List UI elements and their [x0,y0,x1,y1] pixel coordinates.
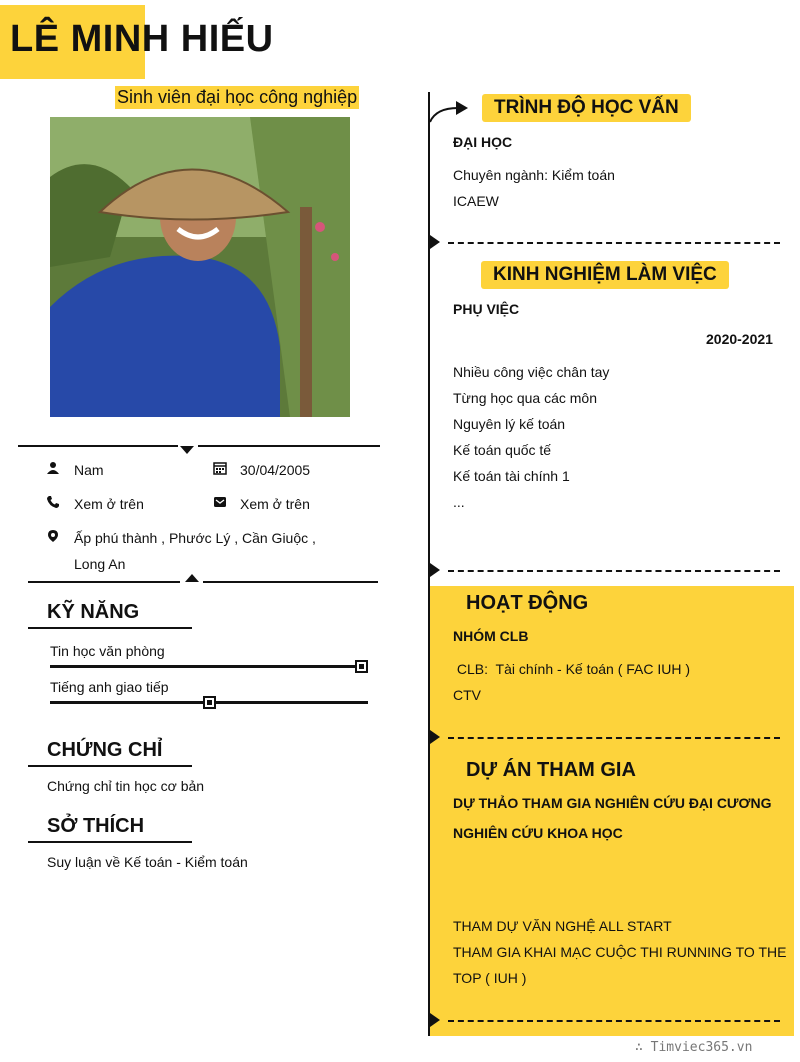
project-item: THAM GIA KHAI MẠC CUỘC THI RUNNING TO THE [453,944,787,960]
education-extra: ICAEW [453,193,499,209]
divider-arrow-down-icon [180,446,194,454]
section-divider [448,1020,780,1022]
experience-detail: Từng học qua các môn [453,390,598,406]
candidate-subtitle: Sinh viên đại học công nghiệp [117,87,358,107]
skills-title: KỸ NĂNG [47,601,140,623]
address-line1: Ấp phú thành , Phước Lý , Cần Giuộc , [74,530,316,546]
watermark: ∴ Timviec365.vn [635,1040,753,1055]
birthday-value: 30/04/2005 [240,462,311,478]
skills-underline [28,627,192,629]
experience-title: KINH NGHIỆM LÀM VIỆC [481,261,729,289]
location-pin-icon [46,529,60,543]
activities-org: NHÓM CLB [453,628,529,644]
certificates-title: CHỨNG CHỈ [47,739,163,761]
calendar-icon [213,461,227,475]
divider-arrow-up-icon [185,574,199,582]
gender-value: Nam [74,462,104,478]
skill-bar [50,665,368,668]
divider [203,581,378,583]
project-heading: NGHIÊN CỨU KHOA HỌC [453,825,623,841]
project-heading: DỰ THẢO THAM GIA NGHIÊN CỨU ĐẠI CƯƠNG [453,795,772,811]
timeline-marker-icon [430,563,440,577]
experience-position: PHỤ VIỆC [453,301,520,317]
section-divider [448,737,780,739]
education-school: ĐẠI HỌC [453,134,513,150]
divider [198,445,380,447]
certificates-underline [28,765,192,767]
hobby-item: Suy luận về Kế toán - Kiểm toán [47,854,248,870]
experience-period: 2020-2021 [706,331,773,347]
activities-club: CLB: Tài chính - Kế toán ( FAC IUH ) [453,661,691,677]
experience-detail: Nhiều công việc chân tay [453,364,610,380]
phone-icon [46,495,60,509]
skill-label: Tin học văn phòng [50,643,165,659]
experience-detail: Kế toán quốc tế [453,442,552,458]
section-divider [448,570,780,572]
skill-level-marker [355,660,368,673]
timeline-marker-icon [430,235,440,249]
hobbies-title: SỞ THÍCH [47,815,145,837]
activities-role: CTV [453,687,481,703]
experience-detail: Nguyên lý kế toán [453,416,566,432]
profile-photo [50,117,350,417]
certificate-item: Chứng chỉ tin học cơ bản [47,778,205,794]
projects-title: DỰ ÁN THAM GIA [466,759,636,781]
divider [18,445,178,447]
timeline-marker-icon [430,730,440,744]
experience-detail: ... [453,494,465,510]
section-divider [448,242,780,244]
skill-level-marker [203,696,216,709]
address-line2: Long An [74,556,126,572]
experience-detail: Kế toán tài chính 1 [453,468,570,484]
skill-label: Tiếng anh giao tiếp [50,679,169,695]
user-icon [46,461,60,475]
email-value: Xem ở trên [240,496,310,512]
highlight-panel [430,586,794,1036]
education-major: Chuyên ngành: Kiểm toán [453,167,615,183]
timeline-arrow-icon [428,98,472,124]
education-title: TRÌNH ĐỘ HỌC VẤN [482,94,691,122]
project-item: TOP ( IUH ) [453,970,527,986]
activities-title: HOẠT ĐỘNG [466,592,589,614]
candidate-name: LÊ MINH HIẾU [10,18,274,60]
phone-value: Xem ở trên [74,496,144,512]
hobbies-underline [28,841,192,843]
divider [28,581,180,583]
timeline-marker-icon [430,1013,440,1027]
email-icon [213,495,227,509]
project-item: THAM DỰ VĂN NGHỆ ALL START [453,918,672,934]
